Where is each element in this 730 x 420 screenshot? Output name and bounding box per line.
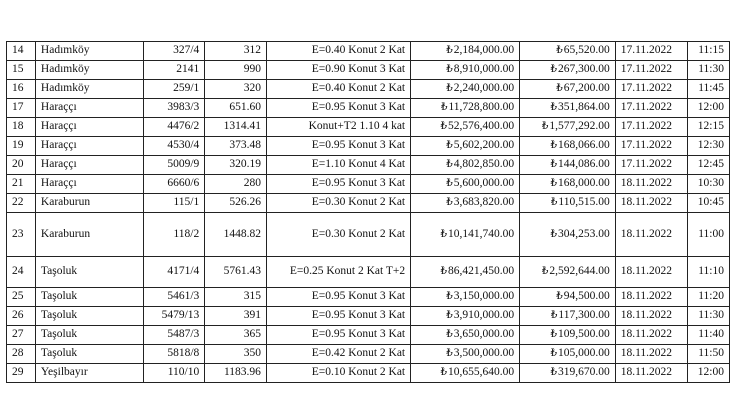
lira-symbol: ₺ <box>446 348 453 360</box>
area-value: 280 <box>205 175 267 194</box>
deposit-amount-text: 168,066.00 <box>557 139 610 152</box>
estimated-price <box>411 345 520 364</box>
parcel-number: 118/2 <box>143 213 205 257</box>
auction-time: 11:10 <box>688 257 730 288</box>
auction-date: 17.11.2022 <box>615 80 688 99</box>
deposit-amount <box>520 99 616 118</box>
deposit-amount-text: 319,670.00 <box>557 366 610 379</box>
lira-symbol: ₺ <box>550 178 557 190</box>
auction-time: 11:30 <box>688 61 730 80</box>
lira-symbol: ₺ <box>446 159 453 171</box>
location-name: Taşoluk <box>35 307 143 326</box>
zoning-status: E=0.95 Konut 3 Kat <box>266 288 410 307</box>
parcel-number: 4171/4 <box>143 257 205 288</box>
zoning-status: E=0.95 Konut 3 Kat <box>266 326 410 345</box>
row-number: 29 <box>7 364 36 383</box>
deposit-amount <box>520 288 616 307</box>
lira-symbol: ₺ <box>550 140 557 152</box>
area-value: 1314.41 <box>205 118 267 137</box>
location-name: Karaburun <box>35 194 143 213</box>
zoning-status: E=0.95 Konut 3 Kat <box>266 175 410 194</box>
lira-symbol: ₺ <box>551 310 558 322</box>
table-row <box>7 42 730 61</box>
auction-date: 17.11.2022 <box>615 156 688 175</box>
area-value: 391 <box>205 307 267 326</box>
row-number: 24 <box>7 257 36 288</box>
estimated-price <box>411 156 520 175</box>
area-value: 365 <box>205 326 267 345</box>
zoning-status: E=0.30 Konut 2 Kat <box>266 213 410 257</box>
estimated-price-text: 10,655,640.00 <box>448 366 515 379</box>
lira-symbol: ₺ <box>556 83 563 95</box>
auction-time: 11:30 <box>688 307 730 326</box>
zoning-status: E=0.95 Konut 3 Kat <box>266 99 410 118</box>
deposit-amount-text: 110,515.00 <box>558 196 610 209</box>
lira-symbol: ₺ <box>550 228 557 240</box>
auction-date: 18.11.2022 <box>615 326 688 345</box>
lira-symbol: ₺ <box>446 64 453 76</box>
lira-symbol: ₺ <box>440 228 448 240</box>
auction-time: 11:45 <box>688 80 730 99</box>
estimated-price-text: 2,184,000.00 <box>453 44 515 57</box>
row-number: 20 <box>7 156 36 175</box>
estimated-price-text: 4,802,850.00 <box>453 158 515 171</box>
row-number: 17 <box>7 99 36 118</box>
lira-symbol: ₺ <box>446 178 453 190</box>
estimated-price <box>411 61 520 80</box>
lira-symbol: ₺ <box>446 329 453 341</box>
location-name: Taşoluk <box>35 288 143 307</box>
zoning-status: E=0.42 Konut 2 Kat <box>266 345 410 364</box>
table-row <box>7 257 730 288</box>
deposit-amount <box>520 307 616 326</box>
zoning-status: Konut+T2 1.10 4 kat <box>266 118 410 137</box>
deposit-amount-text: 267,300.00 <box>557 63 610 76</box>
location-name: Hadımköy <box>35 42 143 61</box>
auction-date: 18.11.2022 <box>615 257 688 288</box>
lira-symbol: ₺ <box>541 266 549 278</box>
auction-date: 18.11.2022 <box>615 175 688 194</box>
parcel-number: 115/1 <box>143 194 205 213</box>
deposit-amount-text: 94,500.00 <box>563 290 610 303</box>
estimated-price <box>411 213 520 257</box>
deposit-amount <box>520 364 616 383</box>
lira-symbol: ₺ <box>550 64 557 76</box>
deposit-amount-text: 144,086.00 <box>557 158 610 171</box>
zoning-status: E=0.95 Konut 3 Kat <box>266 137 410 156</box>
location-name: Haraççı <box>35 175 143 194</box>
parcel-number: 2141 <box>143 61 205 80</box>
auction-date: 17.11.2022 <box>615 61 688 80</box>
estimated-price <box>411 194 520 213</box>
table-row <box>7 364 730 383</box>
deposit-amount-text: 1,577,292.00 <box>549 120 610 133</box>
lira-symbol: ₺ <box>446 45 453 57</box>
auction-time: 11:15 <box>688 42 730 61</box>
table-row <box>7 326 730 345</box>
estimated-price <box>411 307 520 326</box>
lira-symbol: ₺ <box>446 197 453 209</box>
auction-date: 18.11.2022 <box>615 213 688 257</box>
area-value: 990 <box>205 61 267 80</box>
parcel-number: 5461/3 <box>143 288 205 307</box>
estimated-price-text: 10,141,740.00 <box>448 227 515 240</box>
lira-symbol: ₺ <box>556 291 563 303</box>
deposit-amount <box>520 345 616 364</box>
parcel-number: 4476/2 <box>143 118 205 137</box>
parcel-number: 4530/4 <box>143 137 205 156</box>
table-row <box>7 80 730 99</box>
zoning-status: E=0.25 Konut 2 Kat T+2 <box>266 257 410 288</box>
estimated-price <box>411 42 520 61</box>
lira-symbol: ₺ <box>446 140 453 152</box>
location-name: Karaburun <box>35 213 143 257</box>
deposit-amount <box>520 257 616 288</box>
auction-time: 12:30 <box>688 137 730 156</box>
estimated-price <box>411 99 520 118</box>
lira-symbol: ₺ <box>440 121 448 133</box>
estimated-price-text: 3,500,000.00 <box>453 347 515 360</box>
zoning-status: E=0.30 Konut 2 Kat <box>266 194 410 213</box>
auction-date: 17.11.2022 <box>615 42 688 61</box>
area-value: 526.26 <box>205 194 267 213</box>
estimated-price <box>411 175 520 194</box>
deposit-amount <box>520 42 616 61</box>
row-number: 28 <box>7 345 36 364</box>
location-name: Haraççı <box>35 118 143 137</box>
row-number: 16 <box>7 80 36 99</box>
parcel-number: 5487/3 <box>143 326 205 345</box>
deposit-amount-text: 2,592,644.00 <box>549 265 610 278</box>
deposit-amount <box>520 175 616 194</box>
row-number: 26 <box>7 307 36 326</box>
area-value: 373.48 <box>205 137 267 156</box>
location-name: Haraççı <box>35 99 143 118</box>
parcel-number: 5479/13 <box>143 307 205 326</box>
lira-symbol: ₺ <box>440 266 448 278</box>
location-name: Hadımköy <box>35 80 143 99</box>
auction-date: 18.11.2022 <box>615 194 688 213</box>
table-row <box>7 213 730 257</box>
location-name: Taşoluk <box>35 345 143 364</box>
zoning-status: E=0.10 Konut 2 Kat <box>266 364 410 383</box>
table-row <box>7 61 730 80</box>
deposit-amount <box>520 326 616 345</box>
parcel-number: 327/4 <box>143 42 205 61</box>
row-number: 21 <box>7 175 36 194</box>
deposit-amount <box>520 137 616 156</box>
deposit-amount <box>520 80 616 99</box>
deposit-amount-text: 67,200.00 <box>563 82 610 95</box>
area-value: 315 <box>205 288 267 307</box>
estimated-price-text: 52,576,400.00 <box>448 120 515 133</box>
lira-symbol: ₺ <box>541 121 549 133</box>
estimated-price-text: 5,600,000.00 <box>453 177 515 190</box>
zoning-status: E=0.95 Konut 3 Kat <box>266 307 410 326</box>
lira-symbol: ₺ <box>550 367 557 379</box>
deposit-amount-text: 65,520.00 <box>563 44 610 57</box>
deposit-amount <box>520 156 616 175</box>
table-body <box>7 42 730 383</box>
lira-symbol: ₺ <box>556 45 563 57</box>
table-row <box>7 194 730 213</box>
estimated-price-text: 2,240,000.00 <box>453 82 515 95</box>
row-number: 19 <box>7 137 36 156</box>
estimated-price-text: 5,602,200.00 <box>453 139 515 152</box>
lira-symbol: ₺ <box>550 102 557 114</box>
location-name: Yeşilbayır <box>35 364 143 383</box>
parcel-number: 5009/9 <box>143 156 205 175</box>
estimated-price-text: 3,683,820.00 <box>453 196 515 209</box>
auction-time: 12:45 <box>688 156 730 175</box>
estimated-price-text: 8,910,000.00 <box>453 63 515 76</box>
area-value: 1183.96 <box>205 364 267 383</box>
auction-time: 11:00 <box>688 213 730 257</box>
area-value: 320.19 <box>205 156 267 175</box>
table-row <box>7 156 730 175</box>
table-row <box>7 137 730 156</box>
auction-date: 18.11.2022 <box>615 364 688 383</box>
deposit-amount-text: 351,864.00 <box>557 101 610 114</box>
area-value: 320 <box>205 80 267 99</box>
lira-symbol: ₺ <box>550 159 557 171</box>
estimated-price-text: 11,728,800.00 <box>448 101 515 114</box>
parcel-number: 6660/6 <box>143 175 205 194</box>
estimated-price <box>411 257 520 288</box>
deposit-amount-text: 168,000.00 <box>557 177 610 190</box>
auction-time: 11:50 <box>688 345 730 364</box>
row-number: 23 <box>7 213 36 257</box>
zoning-status: E=0.40 Konut 2 Kat <box>266 42 410 61</box>
auction-date: 17.11.2022 <box>615 99 688 118</box>
parcel-number: 259/1 <box>143 80 205 99</box>
auction-date: 18.11.2022 <box>615 345 688 364</box>
table-row <box>7 345 730 364</box>
estimated-price <box>411 80 520 99</box>
deposit-amount <box>520 213 616 257</box>
estimated-price <box>411 118 520 137</box>
auction-time: 12:00 <box>688 364 730 383</box>
estimated-price-text: 3,150,000.00 <box>453 290 515 303</box>
estimated-price <box>411 364 520 383</box>
auction-date: 17.11.2022 <box>615 118 688 137</box>
parcel-number: 5818/8 <box>143 345 205 364</box>
auction-time: 12:00 <box>688 99 730 118</box>
table-row <box>7 118 730 137</box>
table-row <box>7 175 730 194</box>
area-value: 5761.43 <box>205 257 267 288</box>
row-number: 18 <box>7 118 36 137</box>
zoning-status: E=0.40 Konut 2 Kat <box>266 80 410 99</box>
row-number: 15 <box>7 61 36 80</box>
zoning-status: E=1.10 Konut 4 Kat <box>266 156 410 175</box>
area-value: 651.60 <box>205 99 267 118</box>
auction-time: 11:40 <box>688 326 730 345</box>
lira-symbol: ₺ <box>550 348 557 360</box>
auction-time: 10:30 <box>688 175 730 194</box>
parcel-number: 110/10 <box>143 364 205 383</box>
deposit-amount <box>520 61 616 80</box>
estimated-price-text: 86,421,450.00 <box>448 265 515 278</box>
location-name: Taşoluk <box>35 326 143 345</box>
lira-symbol: ₺ <box>550 329 557 341</box>
row-number: 25 <box>7 288 36 307</box>
deposit-amount <box>520 194 616 213</box>
zoning-status: E=0.90 Konut 3 Kat <box>266 61 410 80</box>
row-number: 27 <box>7 326 36 345</box>
auction-table <box>6 41 730 383</box>
estimated-price-text: 3,910,000.00 <box>453 309 515 322</box>
location-name: Haraççı <box>35 156 143 175</box>
lira-symbol: ₺ <box>446 310 453 322</box>
lira-symbol: ₺ <box>446 83 453 95</box>
table-row <box>7 307 730 326</box>
deposit-amount-text: 304,253.00 <box>557 227 610 240</box>
estimated-price <box>411 326 520 345</box>
auction-time: 12:15 <box>688 118 730 137</box>
auction-time: 11:20 <box>688 288 730 307</box>
deposit-amount-text: 117,300.00 <box>558 309 610 322</box>
lira-symbol: ₺ <box>446 291 453 303</box>
deposit-amount <box>520 118 616 137</box>
area-value: 312 <box>205 42 267 61</box>
auction-time: 10:45 <box>688 194 730 213</box>
area-value: 350 <box>205 345 267 364</box>
lira-symbol: ₺ <box>441 102 448 114</box>
auction-date: 18.11.2022 <box>615 288 688 307</box>
auction-date: 17.11.2022 <box>615 137 688 156</box>
auction-date: 18.11.2022 <box>615 307 688 326</box>
location-name: Taşoluk <box>35 257 143 288</box>
area-value: 1448.82 <box>205 213 267 257</box>
table-row <box>7 288 730 307</box>
location-name: Haraççı <box>35 137 143 156</box>
row-number: 14 <box>7 42 36 61</box>
deposit-amount-text: 109,500.00 <box>557 328 610 341</box>
deposit-amount-text: 105,000.00 <box>557 347 610 360</box>
parcel-number: 3983/3 <box>143 99 205 118</box>
lira-symbol: ₺ <box>440 367 448 379</box>
row-number: 22 <box>7 194 36 213</box>
lira-symbol: ₺ <box>551 197 558 209</box>
table-row <box>7 99 730 118</box>
estimated-price <box>411 137 520 156</box>
location-name: Hadımköy <box>35 61 143 80</box>
estimated-price-text: 3,650,000.00 <box>453 328 515 341</box>
estimated-price <box>411 288 520 307</box>
